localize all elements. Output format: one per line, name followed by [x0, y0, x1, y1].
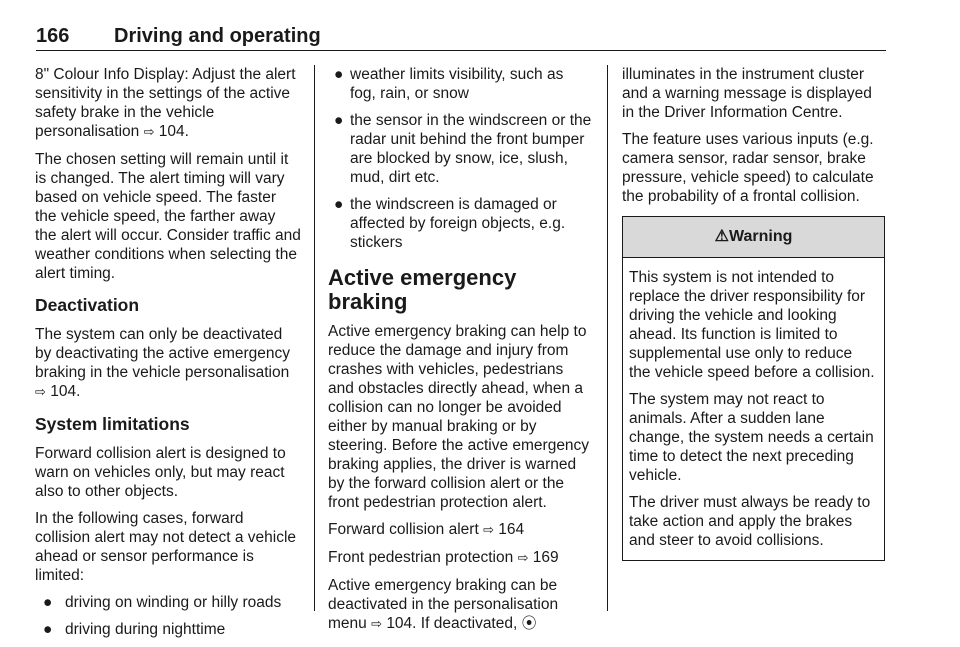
ref-arrow-icon: ⇨	[143, 125, 155, 140]
paragraph-text: Active emergency braking can be deactivated in the personalisation menu	[328, 577, 559, 632]
ref-arrow-icon: ⇨	[371, 617, 382, 632]
list-item	[328, 195, 593, 252]
warning-box	[622, 216, 885, 561]
warning-paragraph: The system may not react to animals. After a sudden lane change, the system needs a certain time to detect the next preceding vehicle.	[629, 391, 874, 484]
bullet-icon: ●	[43, 594, 53, 611]
column-2	[328, 65, 593, 642]
cross-reference	[328, 520, 593, 540]
page-reference-link[interactable]: 104.	[158, 123, 189, 140]
paragraph-text: The system can only be deactivated by deactivating the active emergency braking in the vehicle personalisation	[35, 326, 291, 381]
column-3	[622, 65, 885, 561]
list-item	[35, 593, 301, 612]
collision-warning-icon: ⦿	[521, 614, 537, 632]
warning-triangle-icon: ⚠	[714, 228, 729, 245]
paragraph: The chosen setting will remain until it is changed. The alert timing will vary based on vehicle speed. The faster the vehicle speed, the farther away the alert will occur. Consider traffic and weather conditions when selecting the alert timing.	[35, 151, 301, 282]
warning-paragraph: The driver must always be ready to take action and apply the brakes and steer to avoid collisions.	[629, 494, 871, 549]
page-header	[36, 25, 321, 48]
paragraph	[328, 576, 593, 634]
paragraph: illuminates in the instrument cluster and a warning message is displayed in the Driver Information Centre.	[622, 66, 872, 121]
list-item-text: driving during nighttime	[65, 621, 226, 638]
list-item	[35, 620, 301, 639]
paragraph: Active emergency braking can help to reduce the damage and injury from crashes with vehicles, pedestrians and obstacles directly ahead, when a collision can no longer be avoided either by manual braking or by steering. Before the active emergency braking applies, the driver is warned by the forward collision alert or the front pedestrian protection alert.	[328, 323, 590, 511]
section-heading: Active emergency braking	[328, 265, 517, 314]
page-reference-link[interactable]: 104.	[50, 383, 81, 400]
ref-arrow-icon: ⇨	[35, 385, 46, 400]
paragraph-text: 8" Colour Info Display: Adjust the alert sensitivity in the settings of the active safety brake in the vehicle personalisation	[35, 66, 296, 140]
bullet-icon: ●	[334, 66, 344, 83]
page-title: Driving and operating	[114, 25, 321, 47]
ref-arrow-icon: ⇨	[517, 551, 529, 566]
system-limitations-heading: System limitations	[35, 414, 190, 434]
warning-title: Warning	[728, 228, 793, 245]
list-item-text: weather limits visibility, such as fog, rain, or snow	[350, 66, 564, 102]
bullet-list	[35, 593, 301, 639]
page-reference-link[interactable]: 164	[498, 521, 525, 538]
page-number: 166	[36, 25, 70, 47]
reference-label: Forward collision alert	[328, 521, 479, 538]
paragraph: In the following cases, forward collision alert may not detect a vehicle ahead or sensor performance is limited:	[35, 510, 297, 584]
reference-label: Front pedestrian protection	[328, 549, 514, 566]
page-reference-link[interactable]: 169	[532, 549, 559, 566]
page-reference-link[interactable]: 104. If deactivated,	[386, 615, 518, 632]
bullet-icon: ●	[43, 621, 53, 638]
paragraph: The feature uses various inputs (e.g. camera sensor, radar sensor, brake pressure, vehicle speed) to calculate the probability of a frontal collision.	[622, 131, 874, 205]
ref-arrow-icon: ⇨	[483, 523, 494, 538]
bullet-list	[328, 65, 593, 252]
list-item	[328, 65, 593, 103]
warning-body	[623, 258, 884, 560]
header-rule	[36, 50, 886, 51]
list-item-text: driving on winding or hilly roads	[65, 594, 282, 611]
warning-header	[623, 217, 884, 258]
paragraph: Forward collision alert is designed to warn on vehicles only, but may react also to other objects.	[35, 445, 286, 500]
list-item	[328, 111, 593, 187]
deactivation-heading: Deactivation	[35, 295, 140, 315]
column-divider-1	[314, 65, 315, 611]
column-divider-2	[607, 65, 608, 611]
column-1	[35, 65, 301, 647]
paragraph	[35, 65, 301, 142]
bullet-icon: ●	[334, 112, 344, 129]
warning-paragraph: This system is not intended to replace the driver responsibility for driving the vehicle and looking ahead. Its function is limited to supplemental use only to reduce the vehicle speed before a collision.	[629, 269, 875, 381]
cross-reference	[328, 548, 593, 568]
paragraph	[35, 325, 301, 402]
list-item-text: the windscreen is damaged or affected by foreign objects, e.g. stickers	[350, 196, 566, 251]
bullet-icon: ●	[334, 196, 344, 213]
list-item-text: the sensor in the windscreen or the radar unit behind the front bumper are blocked by snow, ice, slush, mud, dirt etc.	[350, 112, 592, 186]
